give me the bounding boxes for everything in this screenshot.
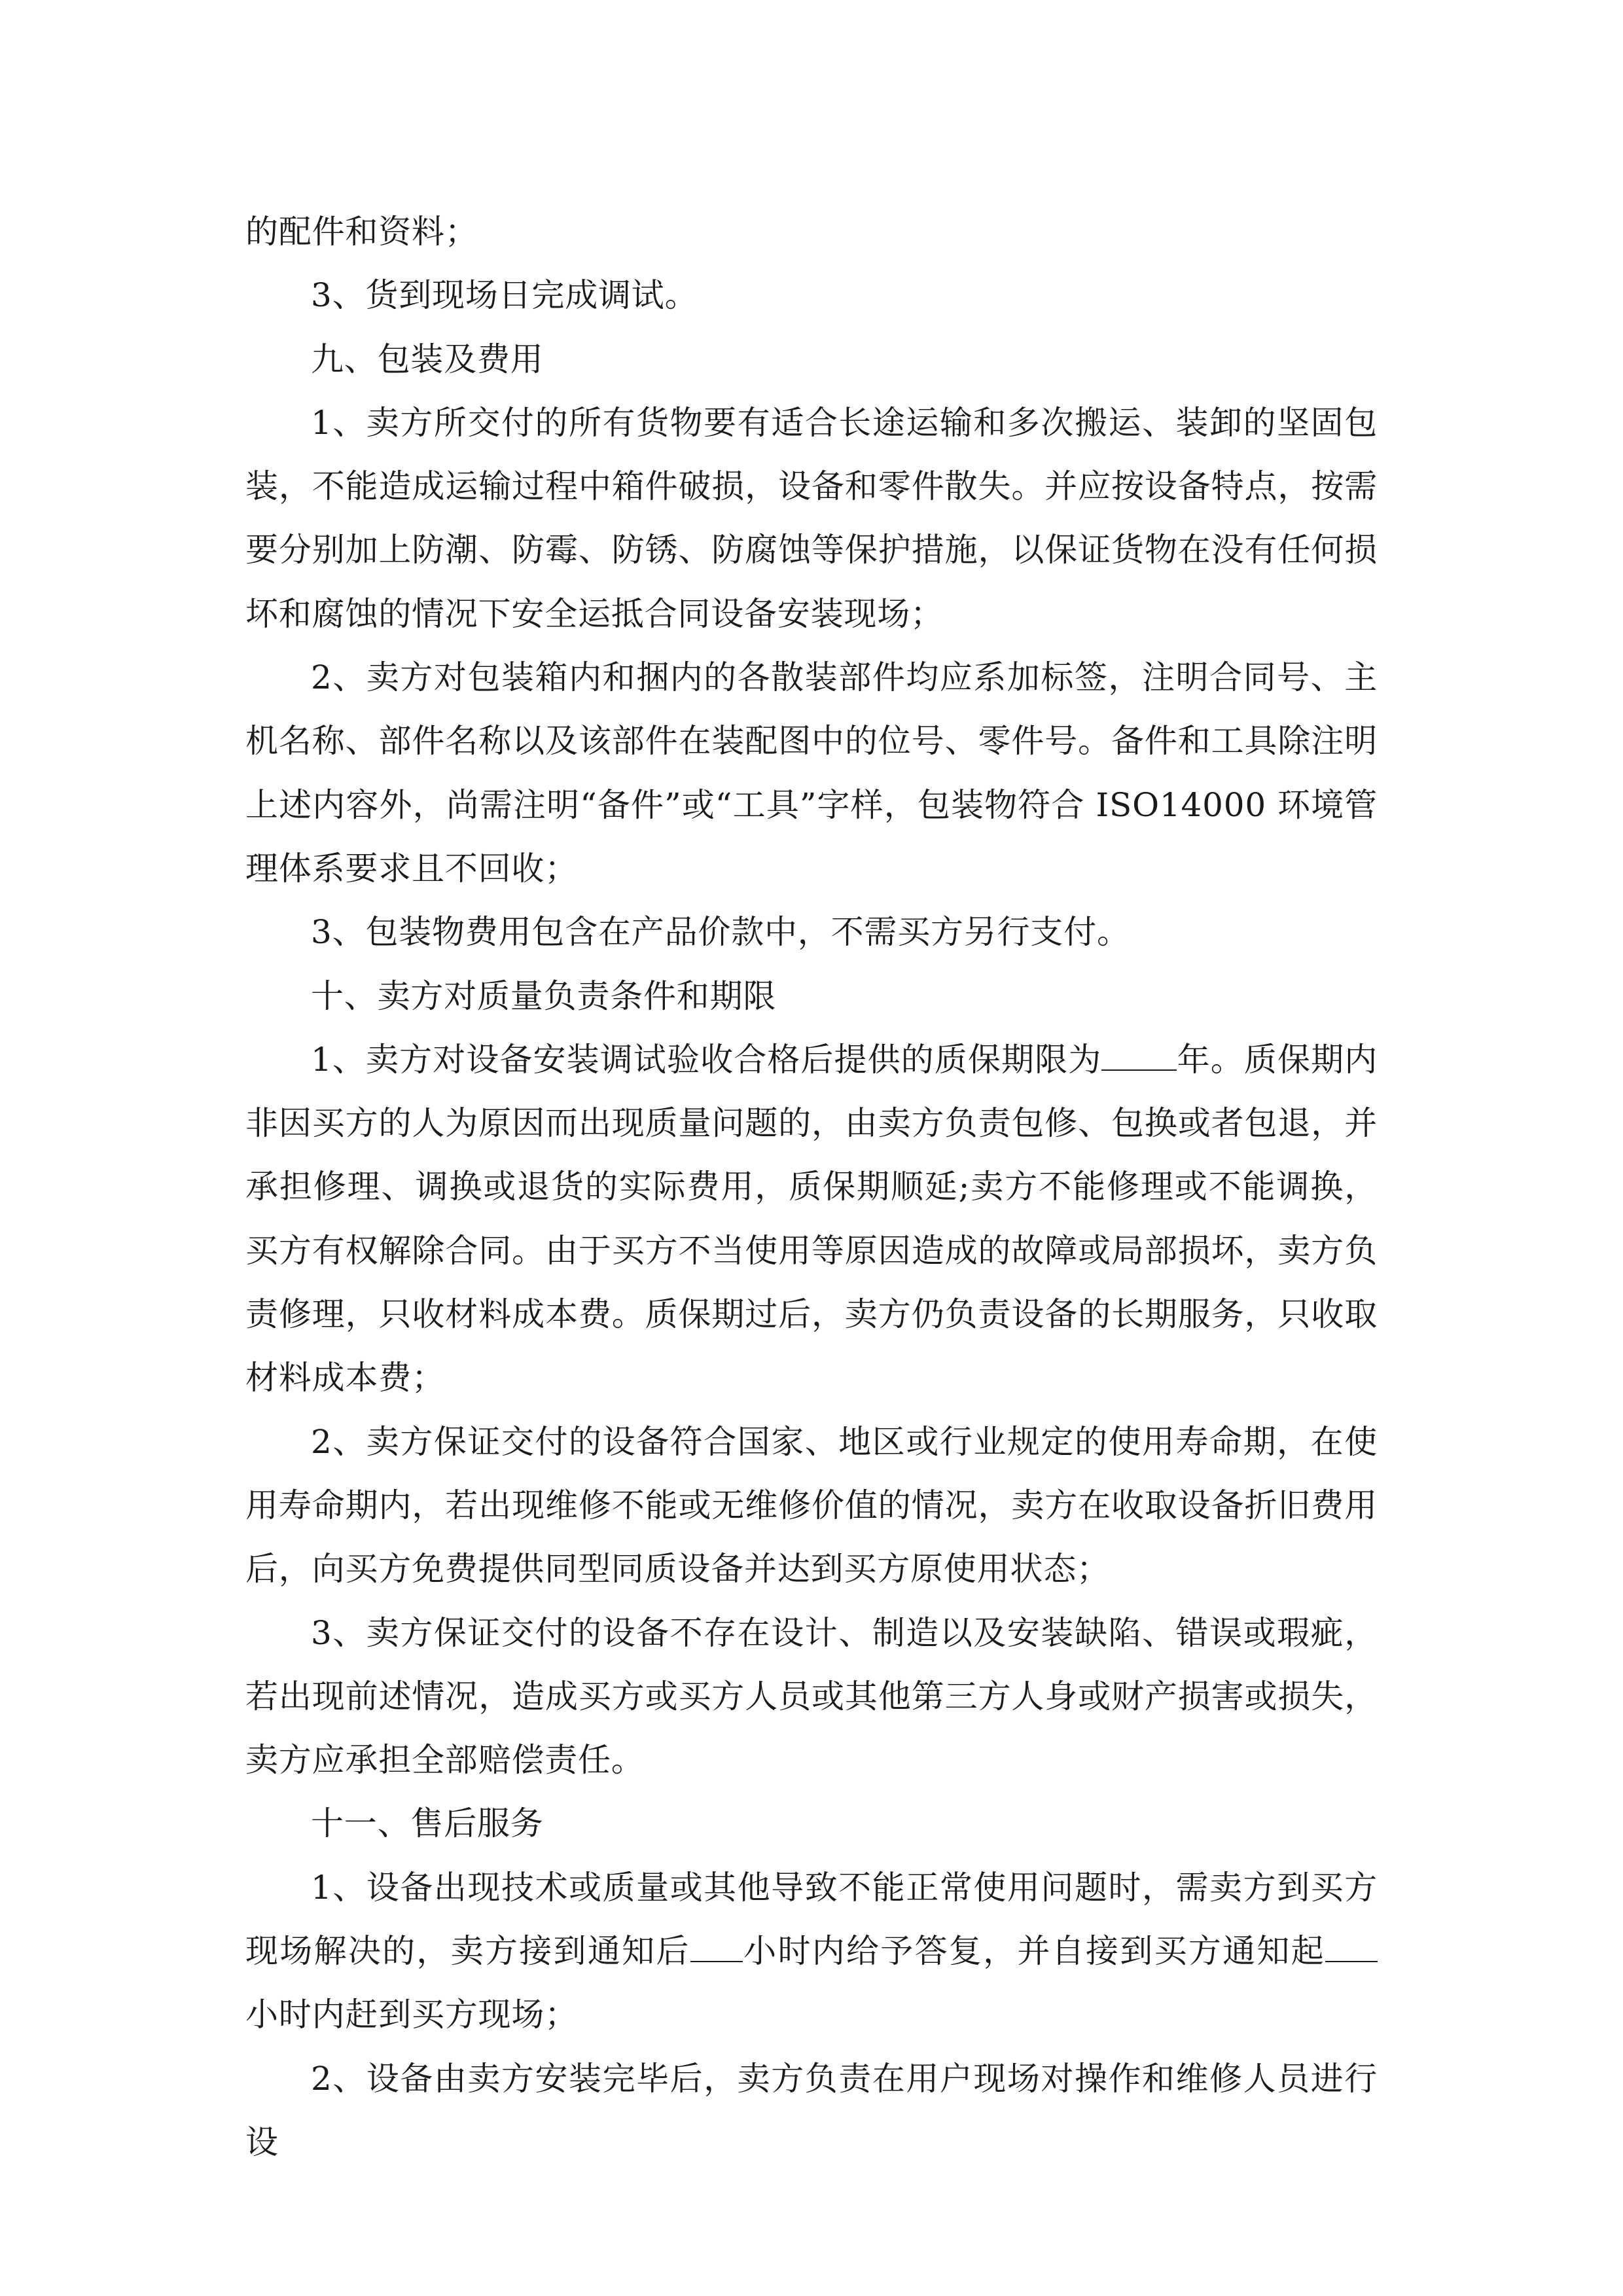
paragraph-warranty-3: 3、卖方保证交付的设备不存在设计、制造以及安装缺陷、错误或瑕疵，若出现前述情况，造成买方或买方人员或其他第三方人身或财产损害或损失，卖方应承担全部赔偿责任。 [245, 1613, 1378, 1780]
section-heading-10: 十、卖方对质量负责条件和期限 [311, 977, 777, 1015]
document-page [245, 200, 1378, 2174]
paragraph-item-3: 3、货到现场日完成调试。 [311, 276, 698, 315]
paragraph-warranty-2: 2、卖方保证交付的设备符合国家、地区或行业规定的使用寿命期，在使用寿命期内，若出现维修不能或无维修价值的情况，卖方在收取设备折旧费用后，向买方免费提供同型同质设备并达到买方原使用状态； [245, 1422, 1378, 1588]
paragraph-warranty-1 [245, 1028, 1378, 1410]
paragraph-text: 1、卖方对设备安装调试验收合格后提供的质保期限为 [311, 1040, 1102, 1079]
arrival-hours-blank [1325, 1935, 1378, 1962]
paragraph-service-1 [245, 1856, 1378, 2047]
section-heading-11: 十一、售后服务 [311, 1804, 544, 1843]
paragraph-packaging-2: 2、卖方对包装箱内和捆内的各散装部件均应系加标签，注明合同号、主机名称、部件名称以及该部件在装配图中的位号、零件号。备件和工具除注明上述内容外，尚需注明“备件”或“工具”字样，包装物符合 ISO14000 环境管理体系要求且不回收； [245, 658, 1378, 888]
paragraph-text: 年。质保期内非因买方的人为原因而出现质量问题的，由卖方负责包修、包换或者包退，并承担修理、调换或退货的实际费用，质保期顺延;卖方不能修理或不能调换，买方有权解除合同。由于买方不当使用等原因造成的故障或局部损坏，卖方负责修理，只收材料成本费。质保期过后，卖方仍负责设备的长期服务，只收取材料成本费； [245, 1040, 1378, 1397]
paragraph-service-2: 2、设备由卖方安装完毕后，卖方负责在用户现场对操作和维修人员进行设 [245, 2059, 1378, 2161]
paragraph-packaging-3: 3、包装物费用包含在产品价款中，不需买方另行支付。 [311, 913, 1130, 952]
paragraph-text: 1、设备出现技术或质量或其他导致不能正常使用问题时，需卖方到买方现场解决的，卖方接到通知后 [245, 1868, 1378, 1971]
paragraph-text: 小时内赶到买方现场； [245, 1996, 578, 2034]
paragraph-text: 小时内给予答复，并自接到买方通知起 [742, 1932, 1325, 1971]
paragraph-continuation: 的配件和资料； [245, 213, 478, 251]
warranty-years-blank [1101, 1043, 1177, 1071]
reply-hours-blank [690, 1935, 743, 1962]
section-heading-9: 九、包装及费用 [311, 340, 544, 378]
paragraph-packaging-1: 1、卖方所交付的所有货物要有适合长途运输和多次搬运、装卸的坚固包装，不能造成运输过程中箱件破损，设备和零件散失。并应按设备特点，按需要分别加上防潮、防霉、防锈、防腐蚀等保护措施，以保证货物在没有任何损坏和腐蚀的情况下安全运抵合同设备安装现场； [245, 403, 1378, 633]
